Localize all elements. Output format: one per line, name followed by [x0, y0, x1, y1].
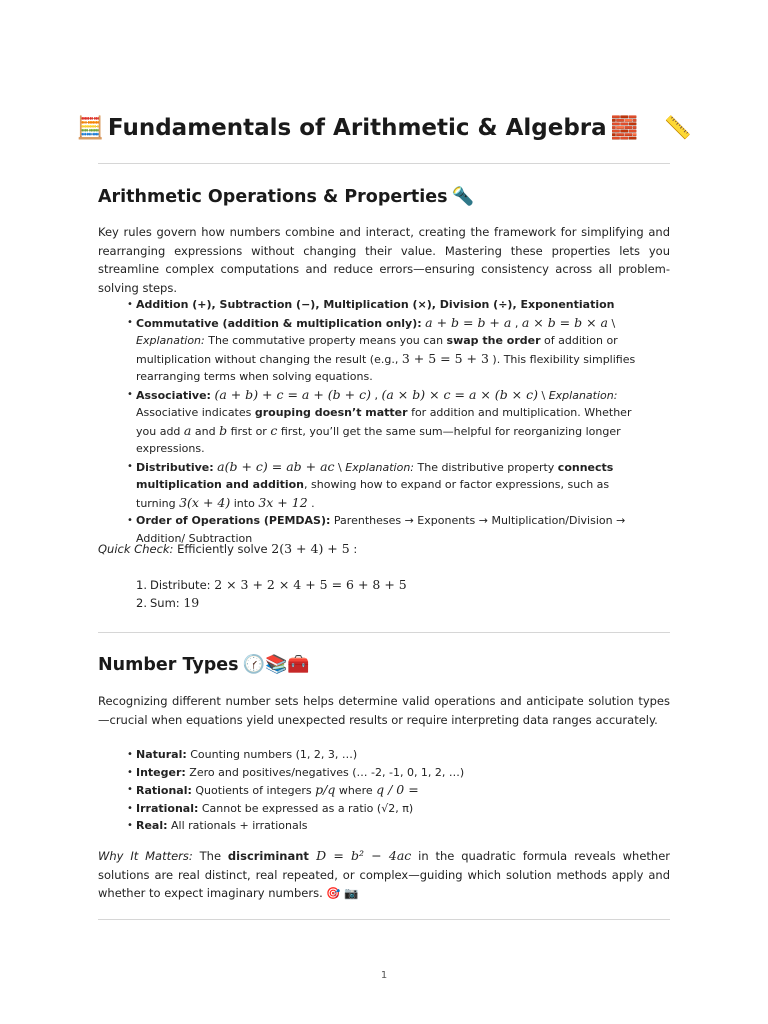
divider [98, 919, 670, 920]
section-heading-arithmetic: Arithmetic Operations & Properties 🔦 [98, 186, 474, 207]
page-title-text: Fundamentals of Arithmetic & Algebra [107, 115, 607, 141]
list-item-natural: • Natural: Counting numbers (1, 2, 3, …) [98, 746, 643, 764]
arithmetic-intro: Key rules govern how numbers combine and interact, creating the framework for simplifying and rearranging expressions without changing their value. Mastering these properties lets you streamline complex computations and reduce errors—ensuring consistency across all problem-solving steps. [98, 225, 670, 295]
list-item-pemdas: • Order of Operations (PEMDAS): Parentheses → Exponents → Multiplication/Division → Addition/ Subtraction [98, 512, 643, 547]
section-heading-number-types: Number Types 🕜📚🧰 [98, 654, 310, 675]
abacus-icon: 🧮 [76, 115, 104, 141]
quick-check: Quick Check: Efficiently solve 2(3 + 4) + 5 : [98, 541, 358, 556]
list-item-step: 1. Distribute: 2 × 3 + 2 × 4 + 5 = 6 + 8 + 5 [136, 577, 407, 592]
list-item-commutative: • Commutative (addition & multiplication only): a + b = b + a , a × b = b × a \ Explanation: The commutative property means you can swap the order of addition or multiplication without changing the result (e.g., 3 + 5 = 5 + 3 ). This flexibility simplifies rearranging terms when solving equations. [98, 314, 643, 386]
list-item-distributive: • Distributive: a(b + c) = ab + ac \ Explanation: The distributive property connects multiplication and addition, showing how to expand or factor expressions, such as turning 3(x + 4) into 3x + 12 . [98, 458, 643, 513]
list-item-integer: • Integer: Zero and positives/negatives (… -2, -1, 0, 1, 2, …) [98, 764, 643, 782]
ruler-icon: 📏 [664, 115, 692, 141]
number-types-list [98, 746, 643, 835]
list-item-associative: • Associative: (a + b) + c = a + (b + c) , (a × b) × c = a × (b × c) \ Explanation: Associative indicates grouping doesn’t matter for addition and multiplication. Whether you add a and b first or c first, you’ll get the same sum—helpful for reorganizing longer expressions. [98, 386, 643, 458]
clock-books-toolbox-icons: 🕜📚🧰 [242, 654, 310, 675]
why-it-matters: Why It Matters: The discriminant D = b² − 4ac in the quadratic formula reveals whether solutions are real distinct, real repeated, or complex—guiding which solution methods apply and whether to expect imaginary numbers. 🎯 📷 [98, 848, 670, 900]
list-item-real: • Real: All rationals + irrationals [98, 817, 643, 835]
number-types-intro: Recognizing different number sets helps determine valid operations and anticipate solution types—crucial when equations yield unexpected results or require interpreting data ranges accurately. [98, 694, 670, 727]
arithmetic-properties-list [98, 296, 643, 547]
divider [98, 632, 670, 633]
divider [98, 163, 670, 164]
list-item-step: 2. Sum: 19 [136, 595, 200, 610]
quick-check-steps [98, 576, 407, 612]
bricks-icon: 🧱 [610, 115, 639, 141]
target-camera-icons: 🎯 📷 [326, 886, 359, 900]
list-item-operations: • Addition (+), Subtraction (−), Multiplication (×), Division (÷), Exponentiation [98, 296, 643, 314]
flashlight-icon: 🔦 [451, 186, 474, 207]
page-number: 1 [380, 970, 388, 981]
list-item-irrational: • Irrational: Cannot be expressed as a ratio (√2, π) [98, 800, 643, 818]
page-title [76, 108, 692, 148]
list-item-rational: • Rational: Quotients of integers p/q where q / 0 = [98, 781, 643, 800]
